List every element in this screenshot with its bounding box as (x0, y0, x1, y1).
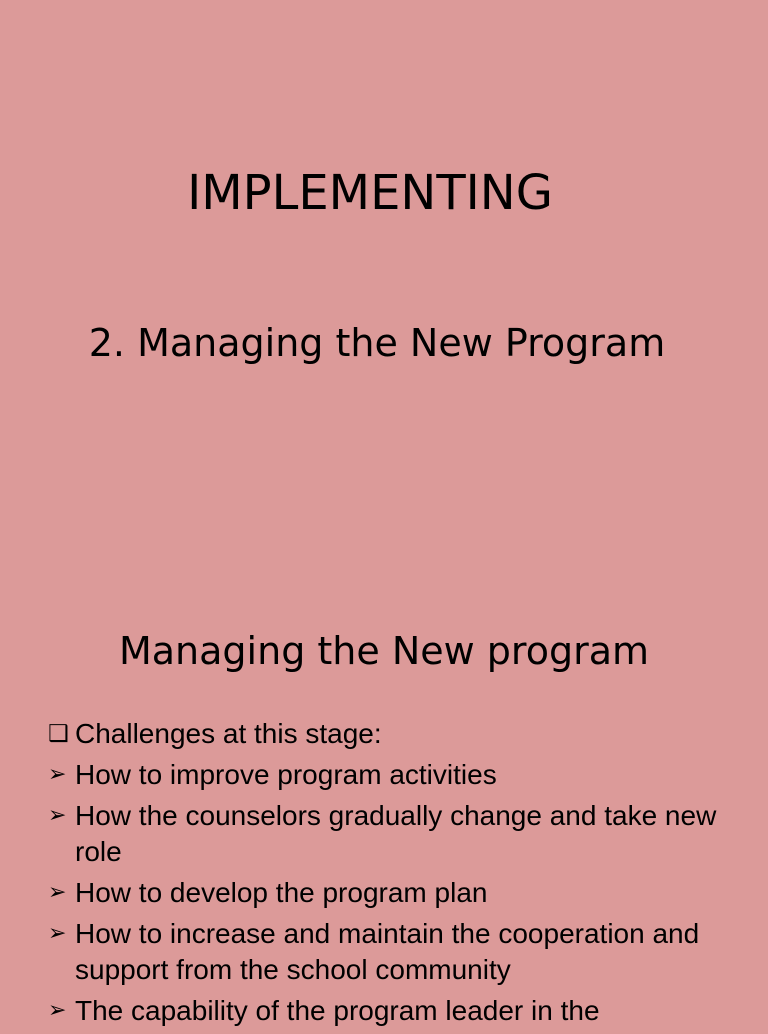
list-item (48, 916, 728, 988)
list-item-text: Challenges at this stage: (75, 718, 382, 749)
square-bullet-icon: ❑ (48, 721, 69, 747)
section-heading: Managing the New program (118, 629, 649, 673)
list-item (48, 757, 728, 793)
list-item-text: How the counselors gradually change and take new role (75, 800, 717, 867)
list-item-text: The capability of the program leader in the (75, 995, 600, 1026)
arrow-bullet-icon: ➢ (48, 998, 67, 1023)
list-item (48, 798, 728, 870)
list-item (48, 716, 728, 752)
slide-title: IMPLEMENTING (187, 165, 553, 221)
arrow-bullet-icon: ➢ (48, 921, 67, 946)
list-item (48, 875, 728, 911)
list-item-text: How to increase and maintain the cooperation and support from the school community (75, 918, 700, 985)
list-item-text: How to improve program activities (75, 759, 497, 790)
challenges-list (48, 716, 728, 1034)
arrow-bullet-icon: ➢ (48, 803, 67, 828)
arrow-bullet-icon: ➢ (48, 762, 67, 787)
slide-subtitle: 2. Managing the New Program (88, 321, 666, 365)
arrow-bullet-icon: ➢ (48, 880, 67, 905)
list-item-text: How to develop the program plan (75, 877, 488, 908)
